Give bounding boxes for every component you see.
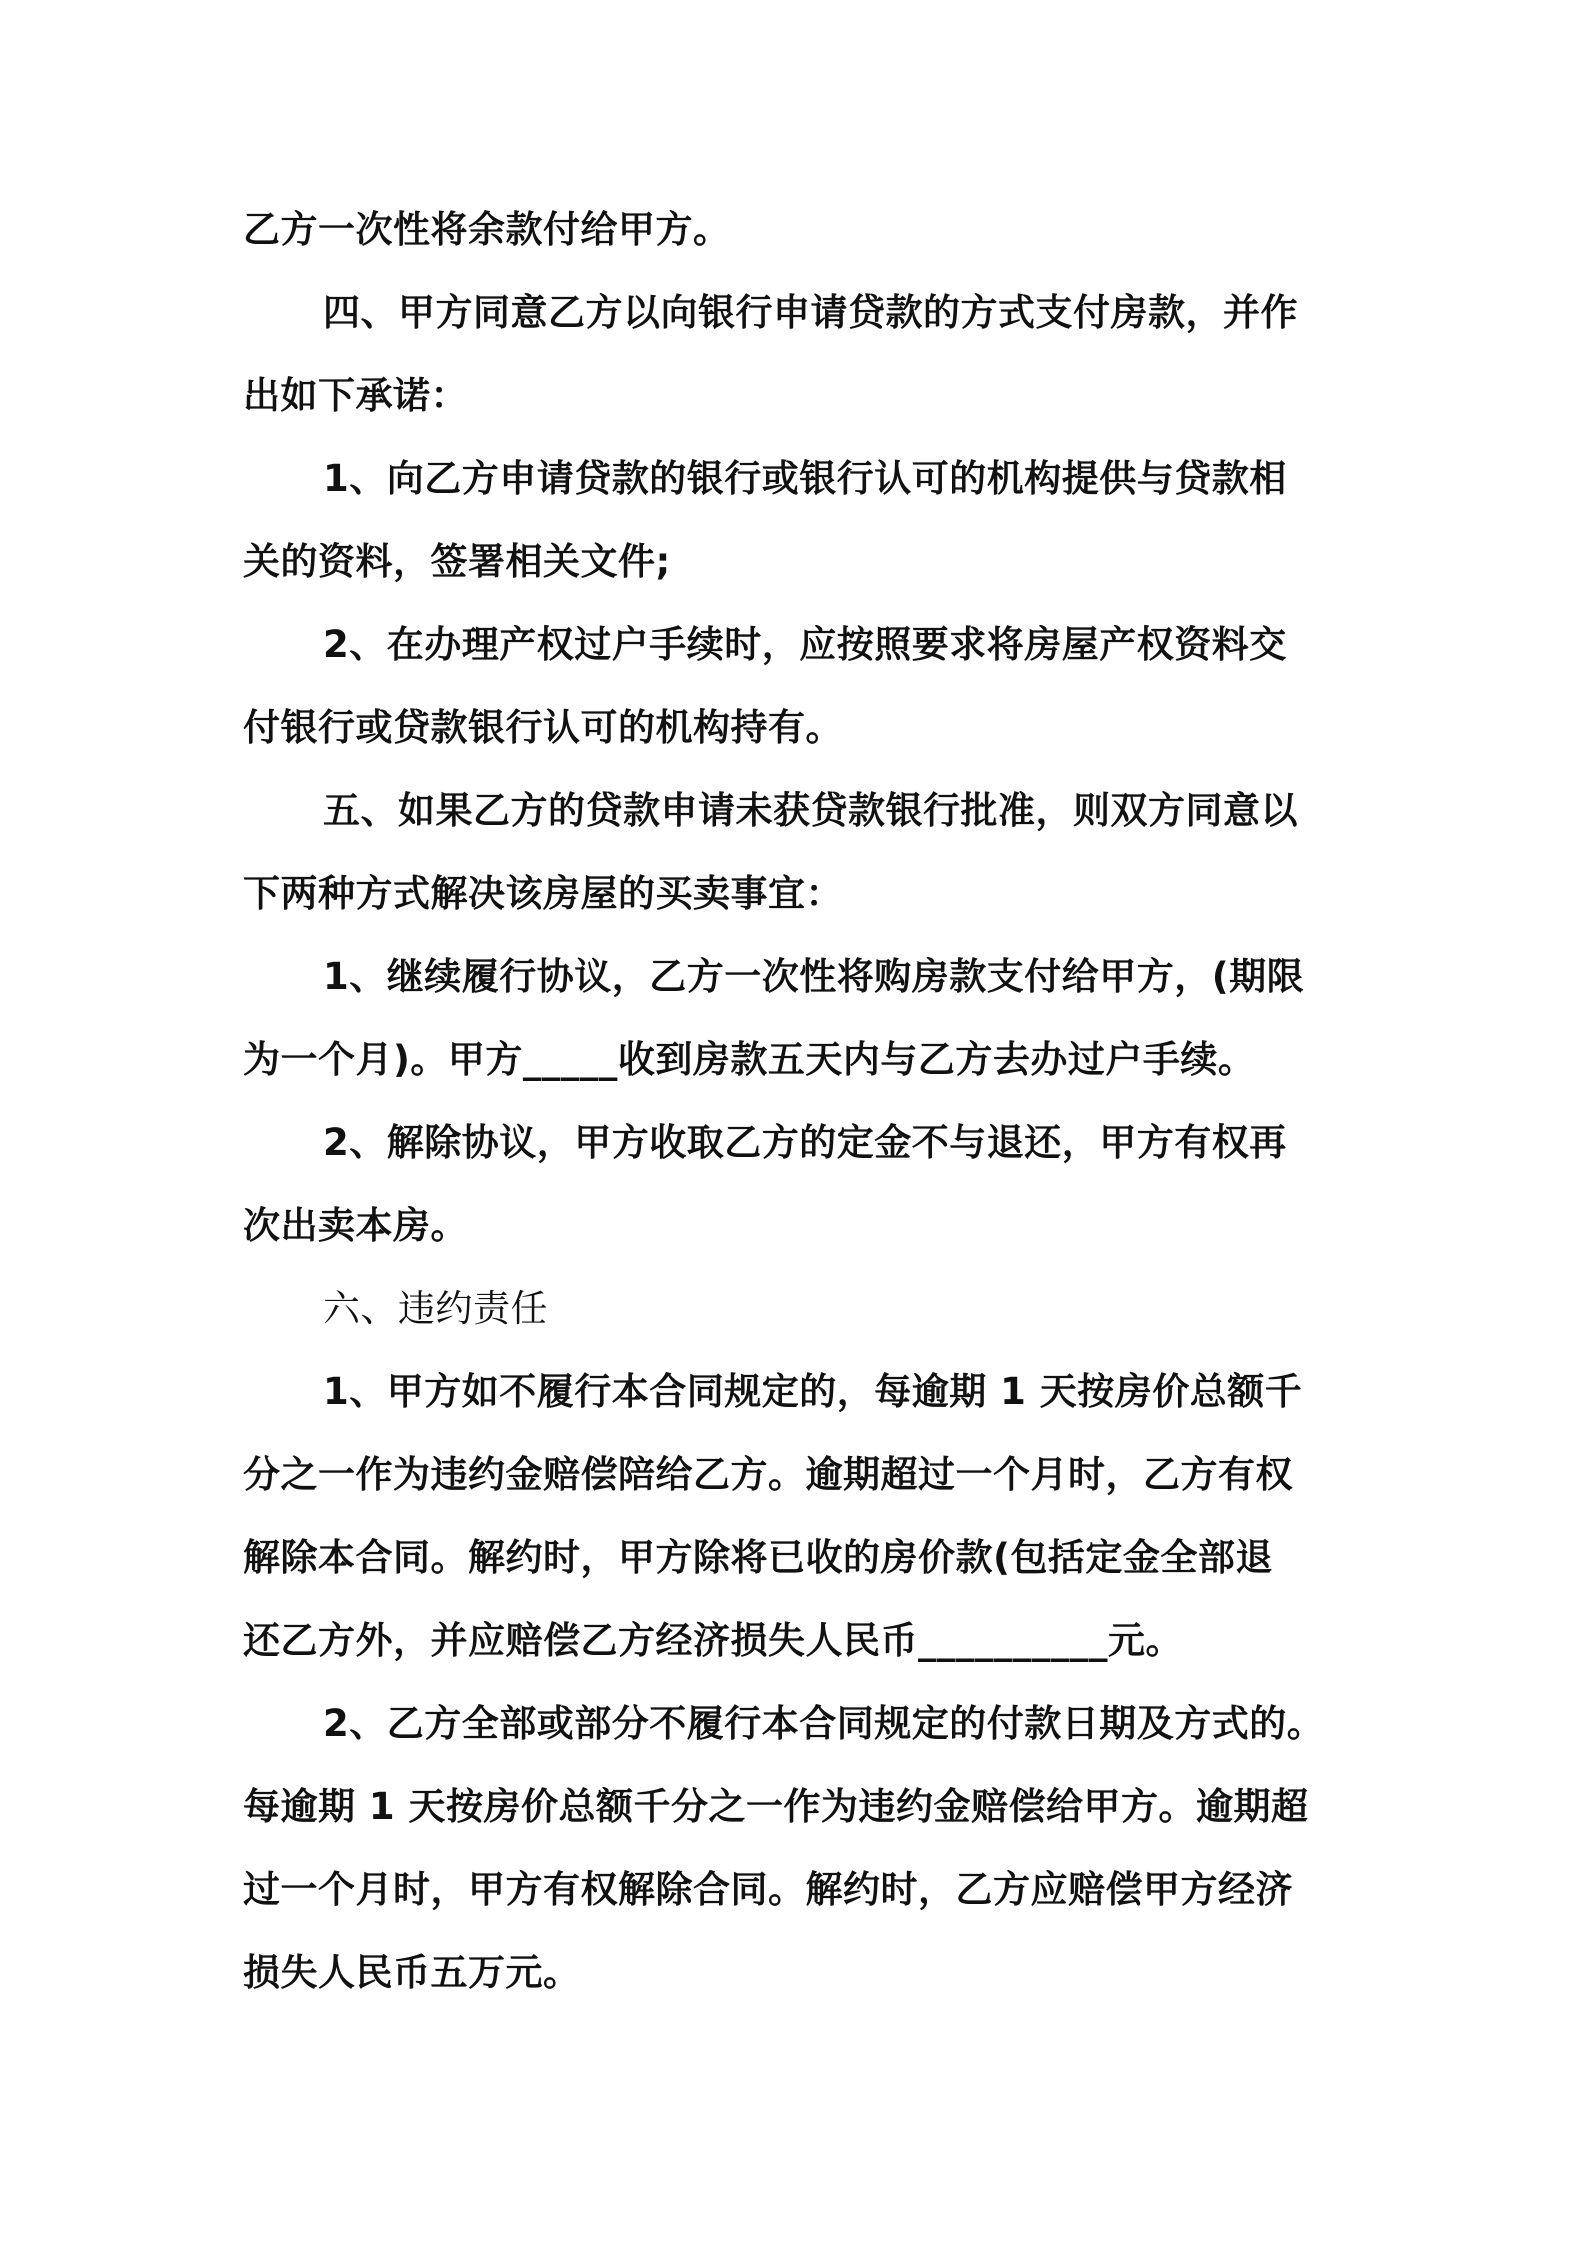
clause-6-item-2: 2、乙方全部或部分不履行本合同规定的付款日期及方式的。 — [323, 1702, 1325, 1745]
clause-4-item-1: 1、向乙方申请贷款的银行或银行认可的机构提供与贷款相 — [323, 457, 1287, 500]
clause-6-item-1: 1、甲方如不履行本合同规定的，每逾期 1 天按房价总额千 — [323, 1370, 1303, 1413]
text-line: 过一个月时，甲方有权解除合同。解约时，乙方应赔偿甲方经济 — [243, 1868, 1293, 1911]
clause-5-item-1: 1、继续履行协议，乙方一次性将购房款支付给甲方，(期限 — [323, 955, 1305, 998]
text-line: 损失人民币五万元。 — [243, 1951, 581, 1994]
text-line: 付银行或贷款银行认可的机构持有。 — [243, 706, 843, 749]
text-line: 关的资料，签署相关文件; — [243, 540, 671, 583]
clause-4-heading: 四、甲方同意乙方以向银行申请贷款的方式支付房款，并作 — [323, 291, 1298, 334]
clause-5-heading: 五、如果乙方的贷款申请未获贷款银行批准，则双方同意以 — [323, 789, 1298, 832]
clause-4-item-2: 2、在办理产权过户手续时，应按照要求将房屋产权资料交 — [323, 623, 1287, 666]
text-line: 还乙方外，并应赔偿乙方经济损失人民币__________元。 — [243, 1619, 1183, 1662]
text-line: 为一个月)。甲方_____收到房款五天内与乙方去办过户手续。 — [243, 1038, 1256, 1081]
text-line: 乙方一次性将余款付给甲方。 — [243, 208, 731, 251]
text-line: 出如下承诺： — [243, 374, 468, 417]
text-line: 下两种方式解决该房屋的买卖事宜： — [243, 872, 843, 915]
clause-6-heading: 六、违约责任 — [323, 1287, 548, 1330]
text-line: 分之一作为违约金赔偿陪给乙方。逾期超过一个月时，乙方有权 — [243, 1453, 1293, 1496]
text-line: 每逾期 1 天按房价总额千分之一作为违约金赔偿给甲方。逾期超 — [243, 1785, 1309, 1828]
clause-5-item-2: 2、解除协议，甲方收取乙方的定金不与退还，甲方有权再 — [323, 1121, 1287, 1164]
text-line: 解除本合同。解约时，甲方除将已收的房价款(包括定金全部退 — [243, 1536, 1273, 1579]
text-line: 次出卖本房。 — [243, 1204, 468, 1247]
